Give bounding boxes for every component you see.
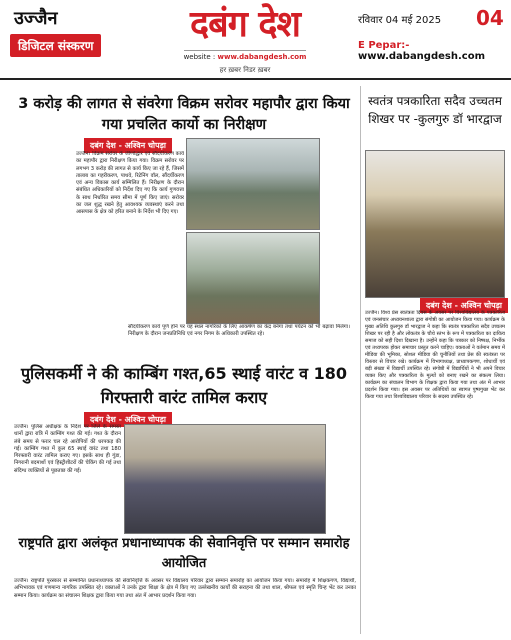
edition-badge: डिजिटल संस्करण	[10, 34, 101, 57]
article2-body: उज्जैन। पुलिस अधीक्षक के निर्देश पर जिले के समस्त थानों द्वारा रात्रि में काम्बिंग गश्त की गई। गश्त के दौरान लंबे समय से फरार चल रहे आरोपियों की धरपकड़ की गई। काम्बिंग गश्त में कुल 65 स्थाई वारंट तथा 180 गिरफ्तारी वारंट तामिल कराए गए। इसके साथ ही गुंडा, निगरानी बदमाशों एवं हिस्ट्रीशीटरों की चेकिंग की गई तथा संदिग्ध व्यक्तियों से पूछताछ की गई।	[14, 424, 121, 474]
logo-website	[184, 50, 307, 61]
article1-body-continued: सौंदर्यीकरण कार्य पूर्ण होने पर यह स्थल नागरिकों के लिए आकर्षण का केंद्र बनेगा तथा पर्यटन को भी बढ़ावा मिलेगा। निरीक्षण के दौरान जनप्रतिनिधि एवं नगर निगम के अधिकारी उपस्थित रहे।	[128, 324, 350, 338]
epaper-url[interactable]: www.dabangdesh.com	[358, 51, 485, 62]
article1-byline: दबंग देश - अश्विन चोपड़ा	[84, 138, 172, 153]
website-label: website :	[183, 53, 216, 61]
newspaper-logo: दबंग देश	[189, 3, 301, 45]
article4-byline: दबंग देश - अश्विन चोपड़ा	[420, 298, 508, 313]
article3-headline: राष्ट्रपति द्वारा अलंकृत प्रधानाध्यापक की सेवानिवृत्ति पर सम्मान समारोह आयोजित	[18, 536, 350, 571]
article2-byline: दबंग देश - अश्विन चोपड़ा	[84, 412, 172, 427]
column-divider	[360, 86, 361, 634]
article1-body: उज्जैन। विक्रम सरोवर के जीर्णोद्धार एवं सौंदर्यीकरण कार्य का महापौर द्वारा निरीक्षण किया गया। विक्रम सरोवर पर लगभग 3 करोड़ की लागत से कार्य किए जा रहे हैं, जिसमें तालाब का गहरीकरण, पाथवे, रिटेनिंग वॉल, सौंदर्यीकरण एवं अन्य विकास कार्य सम्मिलित हैं। निरीक्षण के दौरान संबंधित अधिकारियों को निर्देश दिए गए कि कार्य गुणवत्ता के साथ निर्धारित समय सीमा में पूर्ण किए जाएं। सरोवर का जल शुद्ध रखने हेतु आवश्यक व्यवस्थाएं करने तथा आसपास के क्षेत्र को हरित बनाने के निर्देश भी दिए गए।	[76, 151, 184, 216]
article4-headline: स्वतंत्र पत्रकारिता सदैव उच्चतम शिखर पर -कुलगुरु डॉ भारद्वाज	[368, 94, 502, 126]
article1-photo-inspection	[186, 138, 320, 230]
epaper-line	[358, 40, 511, 62]
issue-date: रविवार 04 मई 2025	[358, 15, 442, 26]
article2-photo-police	[124, 424, 326, 534]
logo-tagline: हर ख़बर निडर ख़बर	[219, 66, 271, 74]
logo-block	[160, 4, 330, 75]
article3-body: उज्जैन। राष्ट्रपति पुरस्कार से सम्मानित प्रधानाध्यापक की सेवानिवृत्ति के अवसर पर विद्यालय परिवार द्वारा सम्मान समारोह का आयोजन किया गया। समारोह में शिक्षकगण, विद्यार्थी, अभिभावक एवं गणमान्य नागरिक उपस्थित रहे। वक्ताओं ने उनके द्वारा शिक्षा के क्षेत्र में किए गए उल्लेखनीय कार्यों की सराहना की तथा शाल, श्रीफल एवं स्मृति चिन्ह भेंट कर उनका सम्मान किया। कार्यक्रम का संचालन शिक्षक द्वारा किया गया तथा अंत में आभार प्रदर्शन किया गया।	[14, 578, 356, 599]
article4-body-text: उज्जैन। विश्व प्रेस स्वतंत्रता दिवस के अवसर पर विश्वविद्यालय के पत्रकारिता एवं जनसंचार अध्ययनशाला द्वारा संगोष्ठी का आयोजन किया गया। कार्यक्रम के मुख्य अतिथि कुलगुरु डॉ भारद्वाज ने कहा कि स्वतंत्र पत्रकारिता सदैव उच्चतम शिखर पर रही है और लोकतंत्र के चौथे स्तंभ के रूप में पत्रकारिता का दायित्व समाज को सही दिशा दिखाना है। उन्होंने कहा कि पत्रकार को निष्पक्ष, निर्भीक एवं तथ्यपरक होकर समाचार प्रस्तुत करने चाहिए। वक्ताओं ने वर्तमान समय में मीडिया की भूमिका, सोशल मीडिया की चुनौतियों तथा प्रेस की स्वतंत्रता पर विस्तार से विचार रखे। कार्यक्रम में विभागाध्यक्ष, प्राध्यापकगण, शोधार्थी एवं बड़ी संख्या में विद्यार्थी उपस्थित रहे। संगोष्ठी में विद्यार्थियों ने भी अपने विचार व्यक्त किए और पत्रकारिता के मूल्यों को बनाए रखने का संकल्प लिया। कार्यक्रम का संचालन विभाग के शिक्षक द्वारा किया गया तथा अंत में आभार प्रदर्शन किया गया। इस अवसर पर अतिथियों का स्वागत पुष्पगुच्छ भेंट कर किया गया तथा विश्वविद्यालय परिवार के सदस्य उपस्थित रहे।	[365, 310, 505, 400]
city-name: उज्जैन	[14, 8, 58, 29]
article1-photo-lake	[186, 232, 320, 324]
article4-body	[365, 310, 505, 632]
epaper-label: E Pepar:-	[358, 40, 410, 51]
article2-headline: पुलिसकर्मी ने की काम्बिंग गश्त,65 स्थाई वारंट व 180 गिरफ्तारी वारंट तामिल कराए	[20, 364, 348, 407]
article4-photo-seminar	[365, 150, 505, 298]
website-url[interactable]: www.dabangdesh.com	[217, 53, 307, 61]
article1-headline: 3 करोड़ की लागत से संवरेगा विक्रम सरोवर महापौर द्वारा किया गया प्रचलित कार्यो का निरीक्षण	[18, 96, 350, 133]
masthead	[0, 0, 511, 80]
page-number: 04	[476, 6, 504, 30]
